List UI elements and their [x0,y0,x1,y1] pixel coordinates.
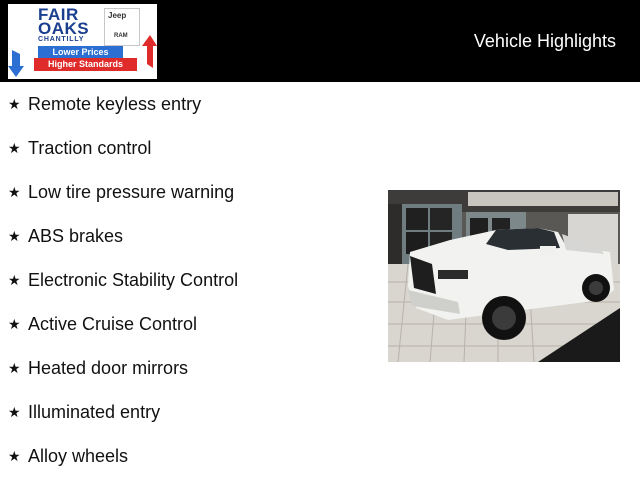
brand-jeep: Jeep [108,11,127,20]
feature-label: Heated door mirrors [28,358,189,378]
brand-badges [104,8,140,46]
star-icon: ★ [8,360,21,376]
logo-name-line1: FAIR [38,5,79,24]
list-item [8,137,238,181]
feature-label: Low tire pressure warning [28,182,235,202]
list-item [8,357,238,401]
slogan-line2: Higher Standards [47,59,123,69]
star-icon: ★ [8,316,21,332]
feature-label: Active Cruise Control [28,314,198,334]
list-item [8,313,238,357]
star-icon: ★ [8,228,21,244]
dealer-logo [8,4,157,79]
slogan-band-1 [38,46,123,58]
star-icon: ★ [8,184,21,200]
list-item [8,181,238,225]
vehicle-photo [388,190,620,362]
list-item [8,93,238,137]
vehicle-photo-graphic [388,190,620,362]
slogan-line1: Lower Prices [52,47,109,57]
list-item [8,445,238,489]
list-item [8,225,238,269]
star-icon: ★ [8,140,21,156]
logo-name-line2: OAKS [38,19,90,38]
list-item [8,401,238,445]
header-bar [0,0,640,82]
feature-label: Electronic Stability Control [28,270,239,290]
feature-label: ABS brakes [28,226,124,246]
feature-label: Traction control [28,138,152,158]
star-icon: ★ [8,96,21,112]
slogan-band-2 [34,58,137,71]
star-icon: ★ [8,404,21,420]
feature-label: Illuminated entry [28,402,161,422]
star-icon: ★ [8,272,21,288]
feature-label: Remote keyless entry [28,94,202,114]
feature-list [8,93,238,489]
brand-ram: RAM [114,33,128,39]
logo-location: CHANTILLY [38,36,85,43]
list-item [8,269,238,313]
page-title: Vehicle Highlights [473,31,616,51]
feature-label: Alloy wheels [28,446,129,466]
star-icon: ★ [8,448,21,464]
